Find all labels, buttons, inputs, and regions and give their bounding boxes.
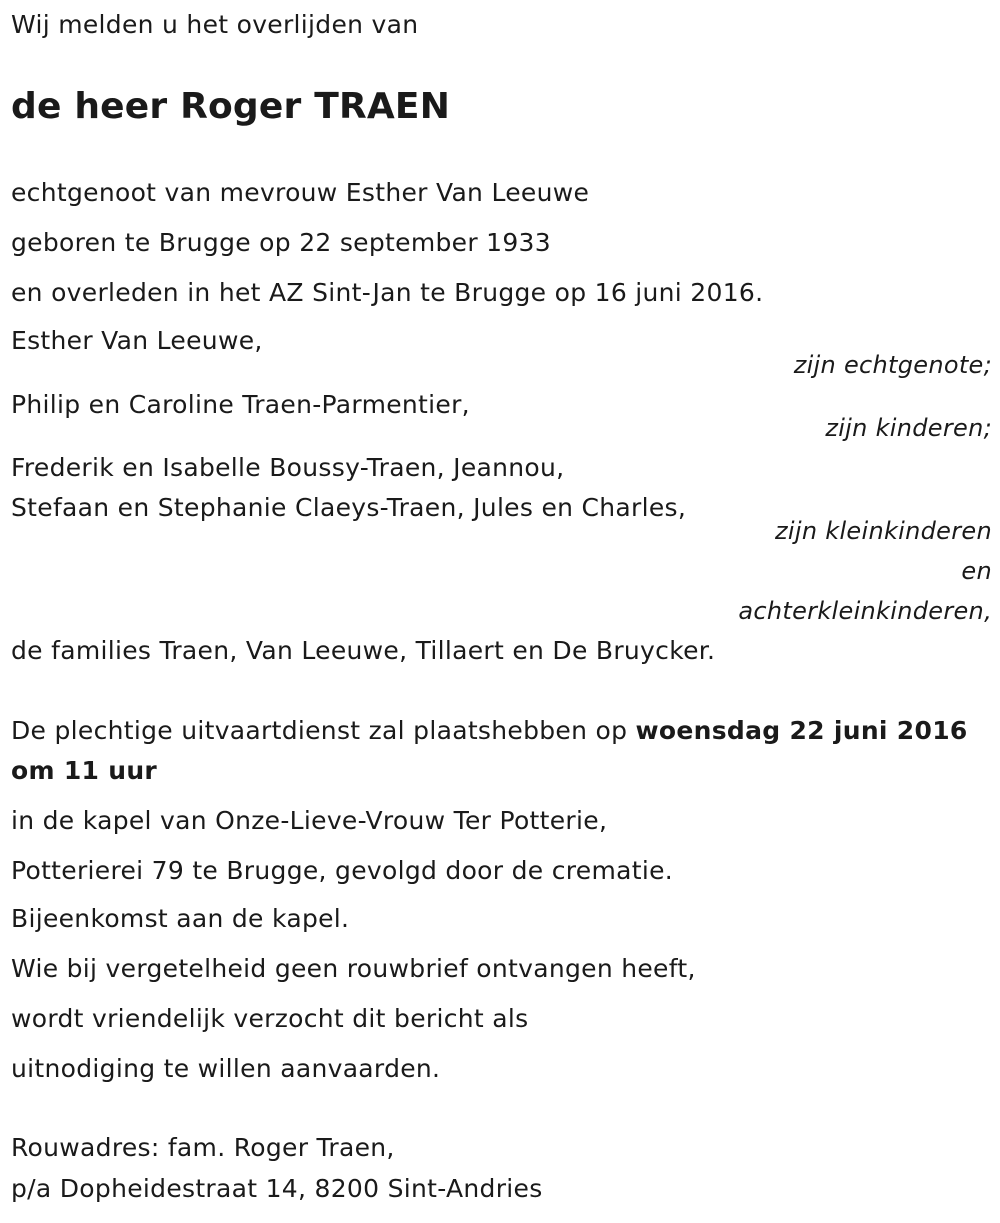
family-grandchildren-2: Stefaan en Stephanie Claeys-Traen, Jules en Charles, — [11, 493, 687, 522]
service-intro-text: De plechtige uitvaartdienst zal plaatshebben op — [11, 716, 636, 745]
service-time-line — [11, 756, 157, 786]
address-line-1: Rouwadres: fam. Roger Traen, — [11, 1133, 395, 1162]
service-date: woensdag 22 juni 2016 — [635, 716, 968, 745]
service-line: uitnodiging te willen aanvaarden. — [11, 1054, 441, 1083]
family-grandchildren-role-3: achterkleinkinderen, — [738, 597, 992, 625]
service-line: Bijeenkomst aan de kapel. — [11, 904, 350, 933]
service-time: om 11 uur — [11, 756, 158, 785]
service-line: Wie bij vergetelheid geen rouwbrief ontvangen heeft, — [11, 954, 696, 983]
address-line-2: p/a Dopheidestraat 14, 8200 Sint-Andries — [11, 1174, 543, 1203]
family-children-role: zijn kinderen; — [825, 414, 992, 442]
family-grandchildren-role-1: zijn kleinkinderen — [774, 517, 992, 545]
detail-birth: geboren te Brugge op 22 september 1933 — [11, 228, 551, 257]
service-line: Potterierei 79 te Brugge, gevolgd door de crematie. — [11, 856, 674, 885]
detail-spouse: echtgenoot van mevrouw Esther Van Leeuwe — [11, 178, 590, 207]
family-spouse-role: zijn echtgenote; — [793, 351, 992, 379]
service-line: wordt vriendelijk verzocht dit bericht als — [11, 1004, 529, 1033]
family-grandchildren-role-2: en — [961, 557, 992, 585]
service-line: in de kapel van Onze-Lieve-Vrouw Ter Potterie, — [11, 806, 608, 835]
intro-text: Wij melden u het overlijden van — [11, 10, 419, 39]
detail-death: en overleden in het AZ Sint-Jan te Brugge op 16 juni 2016. — [11, 278, 764, 307]
family-grandchildren-1: Frederik en Isabelle Boussy-Traen, Jeannou, — [11, 453, 565, 482]
service-intro — [11, 716, 968, 746]
family-spouse: Esther Van Leeuwe, — [11, 326, 263, 355]
deceased-name: de heer Roger TRAEN — [11, 86, 451, 127]
family-families: de families Traen, Van Leeuwe, Tillaert en De Bruycker. — [11, 636, 716, 665]
family-children: Philip en Caroline Traen-Parmentier, — [11, 390, 470, 419]
